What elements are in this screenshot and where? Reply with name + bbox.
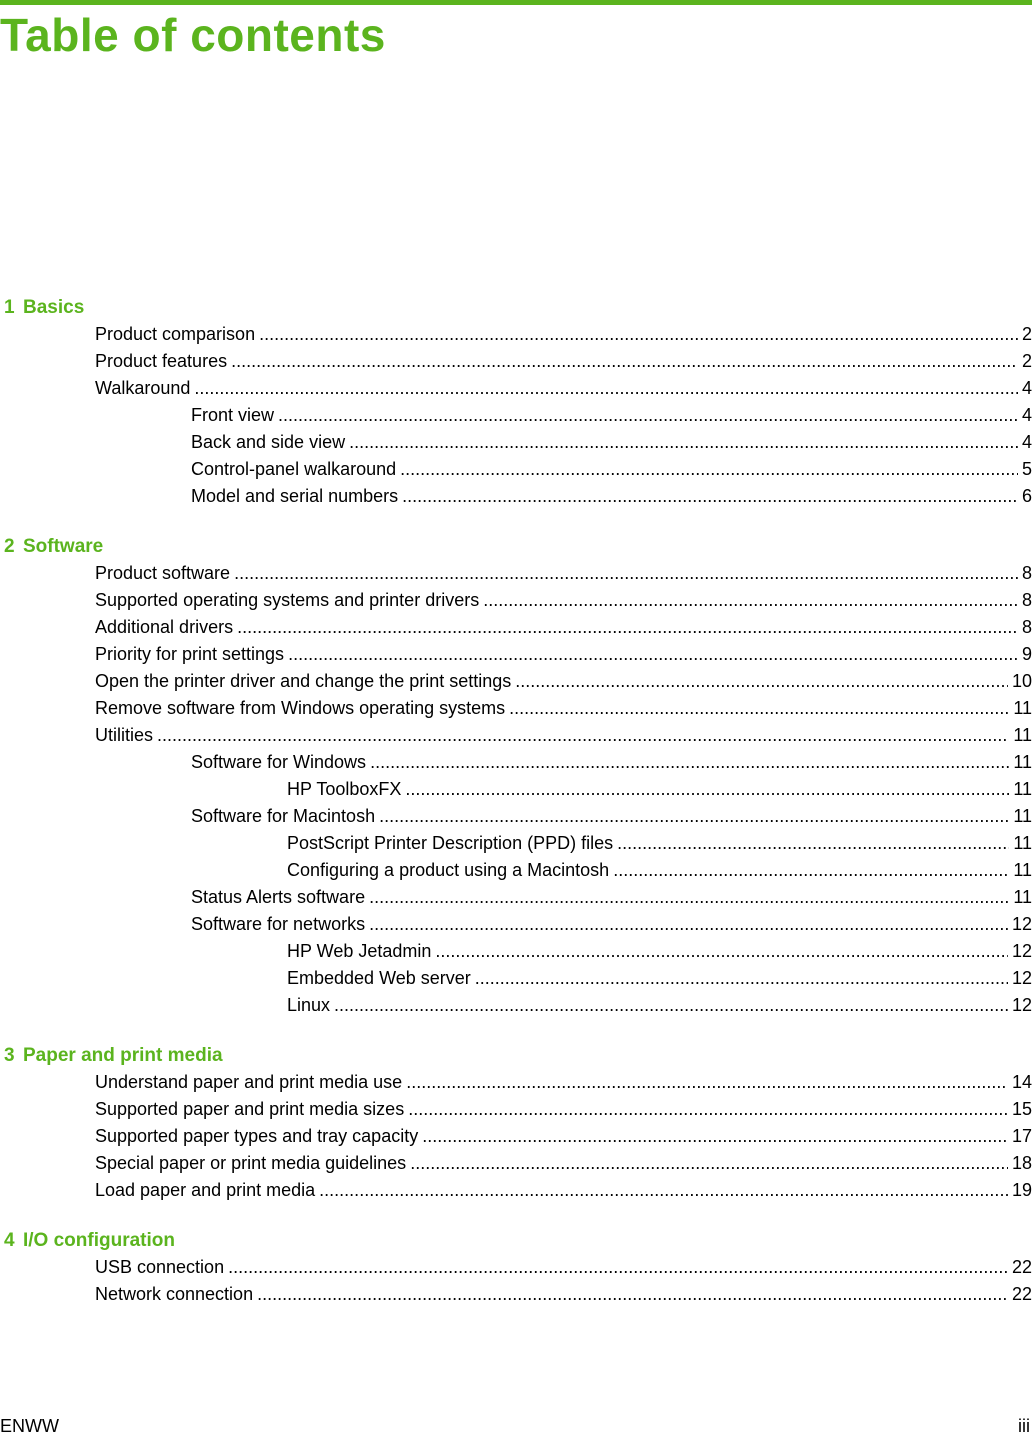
toc-entry-page: 11	[1013, 725, 1032, 745]
toc-entry-label: Understand paper and print media use	[95, 1072, 403, 1092]
toc-entry-label: Additional drivers	[95, 617, 234, 637]
toc-entry-page: 5	[1021, 459, 1032, 479]
dot-leader	[422, 1123, 1008, 1150]
toc-entry-page: 17	[1011, 1126, 1032, 1146]
dot-leader	[406, 1069, 1008, 1096]
toc-entry-page: 11	[1013, 860, 1032, 880]
toc-entry-page: 9	[1021, 644, 1032, 664]
toc-entry-label: Walkaround	[95, 378, 191, 398]
toc-entry-label: USB connection	[95, 1257, 225, 1277]
toc-entry[interactable]	[0, 1150, 1032, 1177]
toc-entry[interactable]	[0, 830, 1032, 857]
toc-entry-page: 11	[1013, 779, 1032, 799]
chapter-heading[interactable]	[0, 294, 1032, 321]
toc-chapter	[0, 294, 1032, 510]
dot-leader	[234, 560, 1018, 587]
toc-entry-label: Product comparison	[95, 324, 256, 344]
chapter-title: I/O configuration	[23, 1230, 175, 1251]
toc-entry-page: 8	[1021, 590, 1032, 610]
chapter-number: 4	[4, 1230, 15, 1251]
toc-entry[interactable]	[0, 402, 1032, 429]
toc-entry[interactable]	[0, 1096, 1032, 1123]
toc-entry[interactable]	[0, 992, 1032, 1019]
toc-entry[interactable]	[0, 695, 1032, 722]
toc-entry[interactable]	[0, 560, 1032, 587]
dot-leader	[515, 668, 1008, 695]
toc-entry-label: Open the printer driver and change the print settings	[95, 671, 512, 691]
toc-entry-page: 11	[1013, 887, 1032, 907]
toc-entry-label: Product features	[95, 351, 228, 371]
toc-entry-label: Load paper and print media	[95, 1180, 316, 1200]
toc-entry[interactable]	[0, 857, 1032, 884]
top-rule	[0, 0, 1032, 5]
toc-entry-page: 14	[1011, 1072, 1032, 1092]
dot-leader	[319, 1177, 1008, 1204]
dot-leader	[408, 1096, 1008, 1123]
toc-entry-page: 22	[1011, 1284, 1032, 1304]
toc-entry-page: 2	[1021, 324, 1032, 344]
chapter-heading[interactable]	[0, 1227, 1032, 1254]
toc-entry-page: 12	[1011, 968, 1032, 988]
dot-leader	[483, 587, 1018, 614]
toc-chapter	[0, 533, 1032, 1019]
toc-entry[interactable]	[0, 348, 1032, 375]
dot-leader	[288, 641, 1018, 668]
toc-entry-page: 12	[1011, 995, 1032, 1015]
dot-leader	[405, 776, 1009, 803]
toc-entry-page: 10	[1011, 671, 1032, 691]
dot-leader	[402, 483, 1018, 510]
toc-entry-page: 18	[1011, 1153, 1032, 1173]
dot-leader	[369, 911, 1008, 938]
toc-entry-page: 4	[1021, 405, 1032, 425]
toc-entry[interactable]	[0, 803, 1032, 830]
dot-leader	[509, 695, 1009, 722]
toc-entry-label: Model and serial numbers	[191, 486, 399, 506]
toc-chapter	[0, 1227, 1032, 1308]
toc-entry-label: HP ToolboxFX	[287, 779, 402, 799]
chapter-heading[interactable]	[0, 1042, 1032, 1069]
page-title: Table of contents	[0, 9, 386, 61]
toc-entry[interactable]	[0, 911, 1032, 938]
toc-entry-label: Status Alerts software	[191, 887, 366, 907]
toc-entry-page: 11	[1013, 698, 1032, 718]
dot-leader	[379, 803, 1009, 830]
toc-entry[interactable]	[0, 1281, 1032, 1308]
toc-entry-label: Supported paper types and tray capacity	[95, 1126, 419, 1146]
toc-entry-page: 4	[1021, 432, 1032, 452]
dot-leader	[334, 992, 1008, 1019]
dot-leader	[237, 614, 1018, 641]
chapter-title: Paper and print media	[23, 1045, 223, 1066]
toc-entry-page: 15	[1011, 1099, 1032, 1119]
toc-entry-label: HP Web Jetadmin	[287, 941, 432, 961]
toc-entry-label: Supported operating systems and printer drivers	[95, 590, 480, 610]
toc-entry-page: 19	[1011, 1180, 1032, 1200]
toc-entry[interactable]	[0, 749, 1032, 776]
toc-entry[interactable]	[0, 587, 1032, 614]
dot-leader	[370, 749, 1009, 776]
dot-leader	[157, 722, 1009, 749]
toc-entry-page: 11	[1013, 833, 1032, 853]
dot-leader	[435, 938, 1008, 965]
toc-entry-page: 2	[1021, 351, 1032, 371]
dot-leader	[617, 830, 1009, 857]
chapter-number: 1	[4, 297, 15, 318]
toc-entry[interactable]	[0, 938, 1032, 965]
toc-entry-label: Software for networks	[191, 914, 366, 934]
dot-leader	[613, 857, 1009, 884]
footer-page-number: iii	[1018, 1416, 1030, 1436]
toc-entry[interactable]	[0, 776, 1032, 803]
toc-entry-page: 8	[1021, 563, 1032, 583]
dot-leader	[410, 1150, 1008, 1177]
toc-entry-label: Embedded Web server	[287, 968, 471, 988]
toc-entry[interactable]	[0, 483, 1032, 510]
toc-entry-label: Product software	[95, 563, 231, 583]
toc-entry[interactable]	[0, 456, 1032, 483]
toc-entry[interactable]	[0, 1123, 1032, 1150]
toc-entry-label: Control-panel walkaround	[191, 459, 397, 479]
chapter-heading[interactable]	[0, 533, 1032, 560]
toc-entry-page: 22	[1011, 1257, 1032, 1277]
toc-entry-label: Priority for print settings	[95, 644, 285, 664]
toc-entry[interactable]	[0, 614, 1032, 641]
toc-entry[interactable]	[0, 884, 1032, 911]
dot-leader	[349, 429, 1018, 456]
chapter-title: Software	[23, 536, 104, 557]
dot-leader	[475, 965, 1008, 992]
toc-entry-label: Utilities	[95, 725, 154, 745]
toc-chapter	[0, 1042, 1032, 1204]
dot-leader	[228, 1254, 1008, 1281]
toc-entry[interactable]	[0, 375, 1032, 402]
dot-leader	[259, 321, 1018, 348]
dot-leader	[278, 402, 1018, 429]
toc-entry[interactable]	[0, 1254, 1032, 1281]
toc-entry-label: Software for Macintosh	[191, 806, 376, 826]
toc-entry[interactable]	[0, 1177, 1032, 1204]
toc-entry[interactable]	[0, 1069, 1032, 1096]
toc-entry[interactable]	[0, 722, 1032, 749]
toc-entry-label: Configuring a product using a Macintosh	[287, 860, 610, 880]
toc-entry-label: Network connection	[95, 1284, 254, 1304]
toc-entry-page: 6	[1021, 486, 1032, 506]
toc-entry[interactable]	[0, 321, 1032, 348]
dot-leader	[400, 456, 1018, 483]
toc-entry[interactable]	[0, 429, 1032, 456]
toc-entry-label: Software for Windows	[191, 752, 367, 772]
toc-entry-page: 11	[1013, 806, 1032, 826]
toc-entry-label: Linux	[287, 995, 331, 1015]
toc-entry-label: Back and side view	[191, 432, 346, 452]
toc-entry[interactable]	[0, 641, 1032, 668]
chapter-title: Basics	[23, 297, 85, 318]
toc-entry-page: 4	[1021, 378, 1032, 398]
table-of-contents	[0, 294, 1032, 1331]
toc-entry-label: Remove software from Windows operating systems	[95, 698, 506, 718]
toc-entry-label: PostScript Printer Description (PPD) files	[287, 833, 614, 853]
toc-entry-label: Supported paper and print media sizes	[95, 1099, 405, 1119]
dot-leader	[257, 1281, 1008, 1308]
toc-entry-label: Front view	[191, 405, 275, 425]
toc-entry-page: 8	[1021, 617, 1032, 637]
footer-publication-code: ENWW	[0, 1416, 59, 1436]
dot-leader	[194, 375, 1018, 402]
dot-leader	[369, 884, 1009, 911]
dot-leader	[231, 348, 1018, 375]
toc-entry-label: Special paper or print media guidelines	[95, 1153, 407, 1173]
toc-entry[interactable]	[0, 668, 1032, 695]
chapter-number: 3	[4, 1045, 15, 1066]
chapter-number: 2	[4, 536, 15, 557]
toc-entry-page: 11	[1013, 752, 1032, 772]
toc-entry[interactable]	[0, 965, 1032, 992]
toc-entry-page: 12	[1011, 941, 1032, 961]
toc-entry-page: 12	[1011, 914, 1032, 934]
